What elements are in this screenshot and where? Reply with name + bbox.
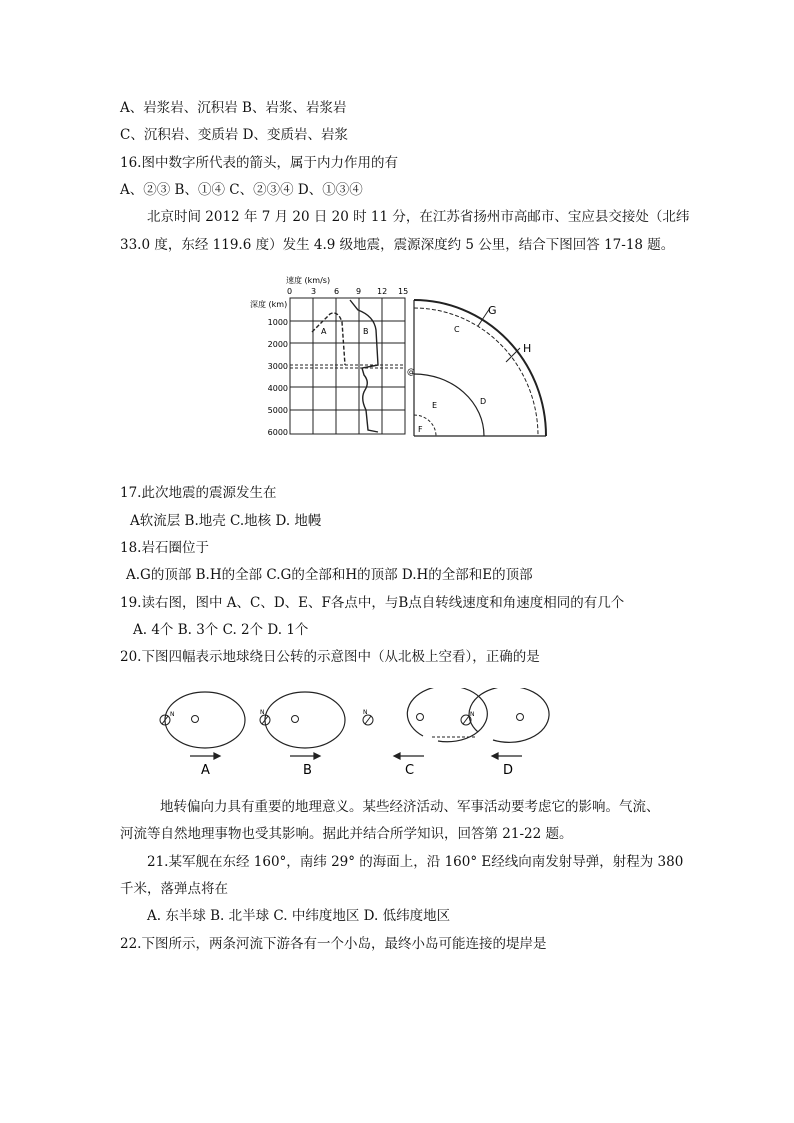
option-label-a: A <box>201 763 210 778</box>
q20-stem: 20.下图四幅表示地球绕日公转的示意图中（从北极上空看），正确的是 <box>120 649 540 665</box>
speed-tick: 3 <box>311 287 317 296</box>
sector-label-g: G <box>488 304 497 317</box>
q18-options: A.G的顶部 B.H的全部 C.G的全部和H的顶部 D.H的全部和E的顶部 <box>126 567 533 583</box>
depth-tick: 3000 <box>267 362 288 371</box>
q15-options-cd: C、沉积岩、变质岩 D、变质岩、岩浆 <box>120 127 348 143</box>
sector-label-d: D <box>480 397 487 406</box>
q15-options-ab: A、岩浆岩、沉积岩 B、岩浆、岩浆岩 <box>120 100 347 116</box>
speed-tick: 15 <box>398 287 409 296</box>
arrow-icon <box>314 753 320 759</box>
para-line-2: 河流等自然地理事物也受其影响。据此并结合所学知识，回答第 21-22 题。 <box>120 826 573 842</box>
q17-options: A软流层 B.地壳 C.地核 D. 地幔 <box>130 513 322 529</box>
q16-options: A、②③ B、①④ C、②③④ D、①③④ <box>120 182 363 198</box>
q21-stem-2: 千米，落弹点将在 <box>120 881 228 897</box>
sun-icon <box>292 716 299 723</box>
option-label-d: D <box>503 763 514 778</box>
q22-stem: 22.下图所示，两条河流下游各有一个小岛，最终小岛可能连接的堤岸是 <box>120 936 547 952</box>
chart-grid <box>290 298 405 434</box>
boundary-mark: @ <box>407 367 415 376</box>
sector-label-e: E <box>432 401 438 410</box>
curve-a-label: A <box>321 327 327 336</box>
depth-axis-label: 深度 (km) <box>250 300 288 309</box>
curve-b-label: B <box>363 327 369 336</box>
q16-stem: 16.图中数字所代表的箭头，属于内力作用的有 <box>120 155 398 171</box>
speed-tick: 6 <box>334 287 340 296</box>
sun-icon <box>517 714 524 721</box>
para-line-1: 地转偏向力具有重要的地理意义。某些经济活动、军事活动要考虑它的影响。气流、 <box>160 799 660 815</box>
intro-line-1: 北京时间 2012 年 7 月 20 日 20 时 11 分，在江苏省扬州市高邮市、宝应县交接处（北纬 <box>147 209 690 225</box>
speed-axis-label: 速度 (km/s) <box>286 276 331 285</box>
q17-stem: 17.此次地震的震源发生在 <box>120 485 277 501</box>
orbit-c <box>407 688 487 742</box>
sun-icon <box>417 714 424 721</box>
north-label: N <box>363 709 368 716</box>
sun-icon <box>192 716 199 723</box>
orbit-a <box>165 692 245 748</box>
depth-tick: 2000 <box>267 340 288 349</box>
option-label-b: B <box>303 763 312 778</box>
north-label: N <box>170 711 175 718</box>
intro-line-2: 33.0 度，东经 119.6 度）发生 4.9 级地震，震源深度约 5 公里，结合下图回答 17-18 题。 <box>120 237 675 253</box>
arrow-icon <box>394 753 400 759</box>
q19-options: A. 4个 B. 3个 C. 2个 D. 1个 <box>133 622 309 638</box>
orbit-figure <box>150 688 560 778</box>
q21-options: A. 东半球 B. 北半球 C. 中纬度地区 D. 低纬度地区 <box>147 908 451 924</box>
q19-stem: 19.读右图，图中 A、C、D、E、F各点中，与B点自转线速度和角速度相同的有几个 <box>120 595 625 611</box>
north-label: N <box>260 709 265 716</box>
speed-tick: 0 <box>287 287 293 296</box>
speed-tick: 12 <box>377 287 388 296</box>
sector-label-c: C <box>454 325 460 334</box>
sector-label-h: H <box>523 342 532 355</box>
sector-label-f: F <box>418 425 423 434</box>
arrow-icon <box>214 753 220 759</box>
depth-tick: 5000 <box>267 406 288 415</box>
option-label-c: C <box>405 763 415 778</box>
q21-stem-1: 21.某军舰在东经 160°，南纬 29° 的海面上，沿 160° E经线向南发射导弹，射程为 380 <box>147 854 684 870</box>
speed-tick: 9 <box>356 287 362 296</box>
north-label: N <box>470 711 475 718</box>
orbit-d <box>469 688 549 742</box>
depth-tick: 4000 <box>267 384 288 393</box>
depth-tick: 1000 <box>267 318 288 327</box>
q18-stem: 18.岩石圈位于 <box>120 540 209 556</box>
wave-curve-b <box>350 300 378 432</box>
earth-sector <box>414 300 546 436</box>
arrow-icon <box>492 753 498 759</box>
seismic-figure <box>250 270 560 442</box>
depth-tick: 6000 <box>267 428 288 437</box>
orbit-b <box>265 692 345 748</box>
